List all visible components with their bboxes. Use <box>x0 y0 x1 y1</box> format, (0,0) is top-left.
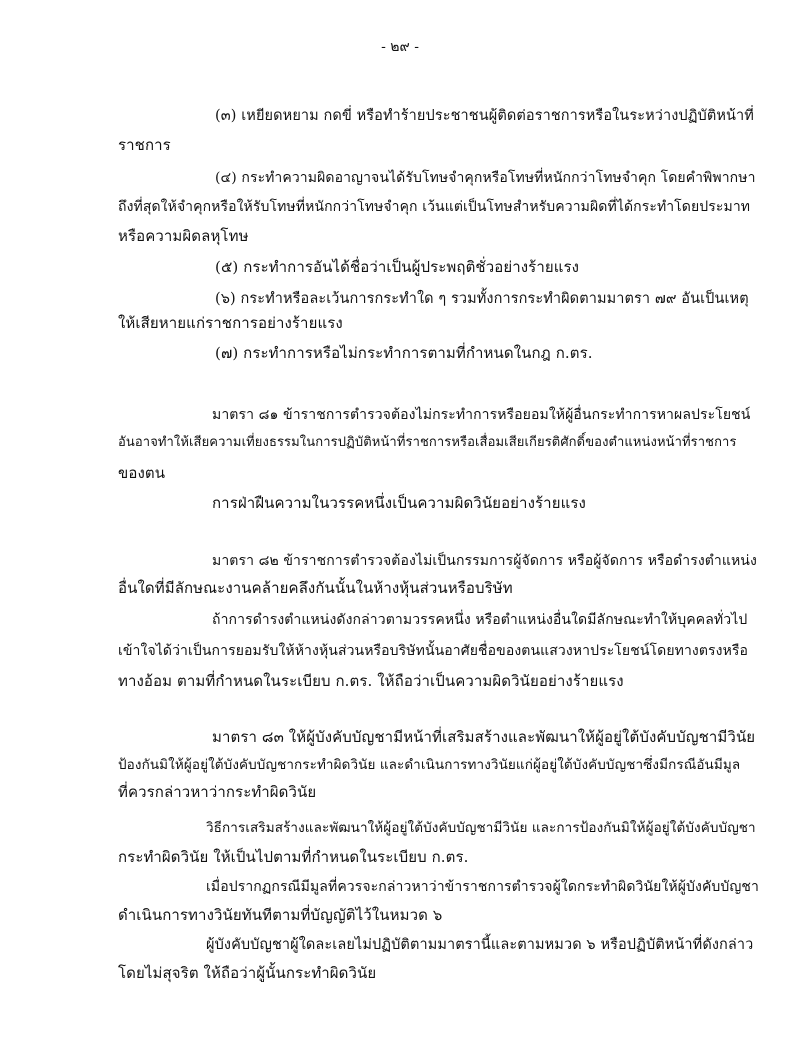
page-number: - ๒๙ - <box>381 39 419 55</box>
text-line: โดยไม่สุจริต ให้ถือว่าผู้นั้นกระทำผิดวินัย <box>118 964 377 982</box>
text-line: ถ้าการดำรงตำแหน่งดังกล่าวตามวรรคหนึ่ง หรือตำแหน่งอื่นใดมีลักษณะทำให้บุคคลทั่วไป <box>212 612 748 628</box>
text-line: ของตน <box>118 464 166 482</box>
text-line: กระทำผิดวินัย ให้เป็นไปตามที่กำหนดในระเบียบ ก.ตร. <box>118 848 469 866</box>
text-line: การฝ่าฝืนความในวรรคหนึ่งเป็นความผิดวินัยอย่างร้ายแรง <box>212 494 586 512</box>
text-line: วิธีการเสริมสร้างและพัฒนาให้ผู้อยู่ใต้บังคับบัญชามีวินัย และการป้องกันมิให้ผู้อยู่ใต้บังคับบัญชา <box>206 820 756 836</box>
text-line: ราชการ <box>118 136 171 154</box>
text-line: (๖) กระทำหรือละเว้นการกระทำใด ๆ รวมทั้งการกระทำผิดตามมาตรา ๗๙ อันเป็นเหตุ <box>215 291 749 307</box>
text-line: (๗) กระทำการหรือไม่กระทำการตามที่กำหนดในกฎ ก.ตร. <box>215 344 593 362</box>
text-line: มาตรา ๘๓ ให้ผู้บังคับบัญชามีหน้าที่เสริมสร้างและพัฒนาให้ผู้อยู่ใต้บังคับบัญชามีวินัย <box>212 728 756 746</box>
text-line: ผู้บังคับบัญชาผู้ใดละเลยไม่ปฏิบัติตามมาตรานี้และตามหมวด ๖ หรือปฏิบัติหน้าที่ดังกล่าว <box>206 937 754 953</box>
text-line: ทางอ้อม ตามที่กำหนดในระเบียบ ก.ตร. ให้ถือว่าเป็นความผิดวินัยอย่างร้ายแรง <box>118 672 624 690</box>
text-line: เข้าใจได้ว่าเป็นการยอมรับให้ห้างหุ้นส่วนหรือบริษัทนั้นอาศัยชื่อของตนแสวงหาประโยชน์โดยทางตรงหรือ <box>118 643 749 659</box>
text-line: หรือความผิดลหุโทษ <box>118 227 249 245</box>
text-line: มาตรา ๘๑ ข้าราชการตำรวจต้องไม่กระทำการหรือยอมให้ผู้อื่นกระทำการหาผลประโยชน์ <box>212 407 751 423</box>
text-line: ป้องกันมิให้ผู้อยู่ใต้บังคับบัญชากระทำผิดวินัย และดำเนินการทางวินัยแก่ผู้อยู่ใต้บังคับบัญชาซึ่งมีกรณีอันมีมูล <box>118 757 741 773</box>
text-line: อื่นใดที่มีลักษณะงานคล้ายคลึงกันนั้นในห้างหุ้นส่วนหรือบริษัท <box>118 579 513 597</box>
text-line: ดำเนินการทางวินัยทันทีตามที่บัญญัติไว้ในหมวด ๖ <box>118 906 443 924</box>
text-line: ถึงที่สุดให้จำคุกหรือให้รับโทษที่หนักกว่าโทษจำคุก เว้นแต่เป็นโทษสำหรับความผิดที่ได้กระทำโดยประมาท <box>118 199 751 215</box>
text-line: (๔) กระทำความผิดอาญาจนได้รับโทษจำคุกหรือโทษที่หนักกว่าโทษจำคุก โดยคำพิพากษา <box>215 170 756 186</box>
text-line: มาตรา ๘๒ ข้าราชการตำรวจต้องไม่เป็นกรรมการผู้จัดการ หรือผู้จัดการ หรือดำรงตำแหน่ง <box>212 553 757 569</box>
text-line: อันอาจทำให้เสียความเที่ยงธรรมในการปฏิบัติหน้าที่ราชการหรือเสื่อมเสียเกียรติศักดิ์ของตำแหน่งหน้าที่ราชการ <box>118 435 737 450</box>
text-line: (๓) เหยียดหยาม กดขี่ หรือทำร้ายประชาชนผู้ติดต่อราชการหรือในระหว่างปฏิบัติหน้าที่ <box>215 108 754 124</box>
text-line: (๕) กระทำการอันได้ชื่อว่าเป็นผู้ประพฤติชั่วอย่างร้ายแรง <box>215 258 580 276</box>
text-line: ที่ควรกล่าวหาว่ากระทำผิดวินัย <box>118 783 317 801</box>
text-line: เมื่อปรากฏกรณีมีมูลที่ควรจะกล่าวหาว่าข้าราชการตำรวจผู้ใดกระทำผิดวินัยให้ผู้บังคับบัญชา <box>206 879 759 895</box>
text-line: ให้เสียหายแก่ราชการอย่างร้ายแรง <box>118 314 343 332</box>
